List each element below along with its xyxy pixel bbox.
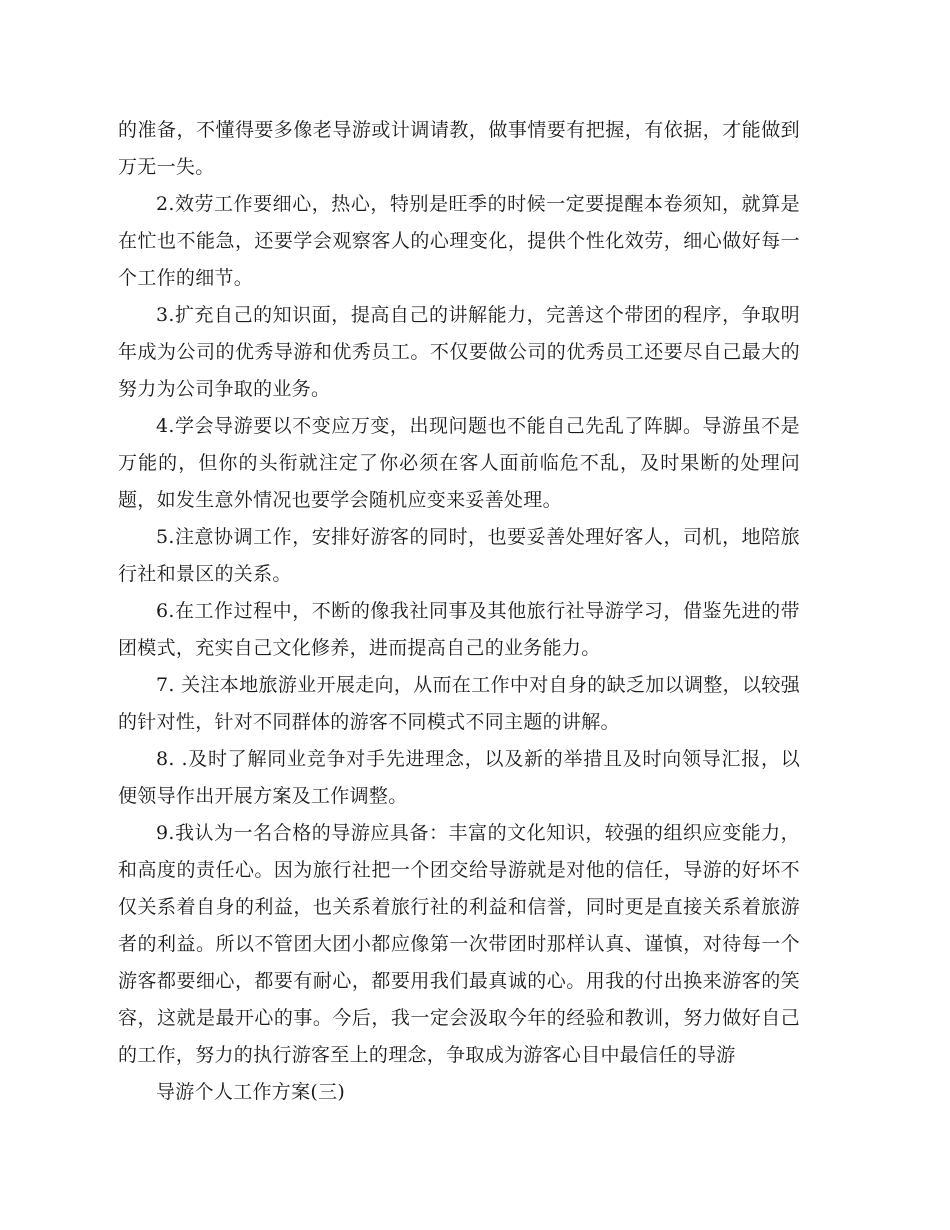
paragraph-item-6: 6.在工作过程中，不断的像我社同事及其他旅行社导游学习，借鉴先进的带团模式，充实自己文化修养，进而提高自己的业务能力。 <box>118 600 800 659</box>
paragraph-item-7: 7. 关注本地旅游业开展走向，从而在工作中对自身的缺乏加以调整，以较强的针对性，针对不同群体的游客不同模式不同主题的讲解。 <box>118 674 800 733</box>
section-heading: 导游个人工作方案(三) <box>156 1081 346 1103</box>
paragraph-item-2: 2.效劳工作要细心，热心，特别是旺季的时候一定要提醒本卷须知，就算是在忙也不能急，还要学会观察客人的心理变化，提供个性化效劳，细心做好每一个工作的细节。 <box>118 193 800 289</box>
paragraph-item-3: 3.扩充自己的知识面，提高自己的讲解能力，完善这个带团的程序，争取明年成为公司的优秀导游和优秀员工。不仅要做公司的优秀员工还要尽自己最大的努力为公司争取的业务。 <box>118 304 800 400</box>
paragraph-continuation: 的准备，不懂得要多像老导游或计调请教，做事情要有把握，有依据，才能做到万无一失。 <box>118 119 800 178</box>
document-body <box>118 112 800 1111</box>
paragraph-item-8: 8. .及时了解同业竞争对手先进理念，以及新的举措且及时向领导汇报，以便领导作出开展方案及工作调整。 <box>118 748 800 807</box>
paragraph-item-9: 9.我认为一名合格的导游应具备：丰富的文化知识，较强的组织应变能力，和高度的责任心。因为旅行社把一个团交给导游就是对他的信任，导游的好坏不仅关系着自身的利益，也关系着旅行社的利益和信誉，同时更是直接关系着旅游者的利益。所以不管团大团小都应像第一次带团时那样认真、谨慎，对待每一个游客都要细心，都要有耐心，都要用我们最真诚的心。用我的付出换来游客的笑容，这就是最开心的事。今后，我一定会汲取今年的经验和教训，努力做好自己的工作，努力的执行游客至上的理念，争取成为游客心目中最信任的导游 <box>118 822 800 1066</box>
paragraph-item-4: 4.学会导游要以不变应万变，出现问题也不能自己先乱了阵脚。导游虽不是万能的，但你的头衔就注定了你必须在客人面前临危不乱，及时果断的处理问题，如发生意外情况也要学会随机应变来妥善处理。 <box>118 415 800 511</box>
paragraph-item-5: 5.注意协调工作，安排好游客的同时，也要妥善处理好客人，司机，地陪旅行社和景区的关系。 <box>118 526 800 585</box>
